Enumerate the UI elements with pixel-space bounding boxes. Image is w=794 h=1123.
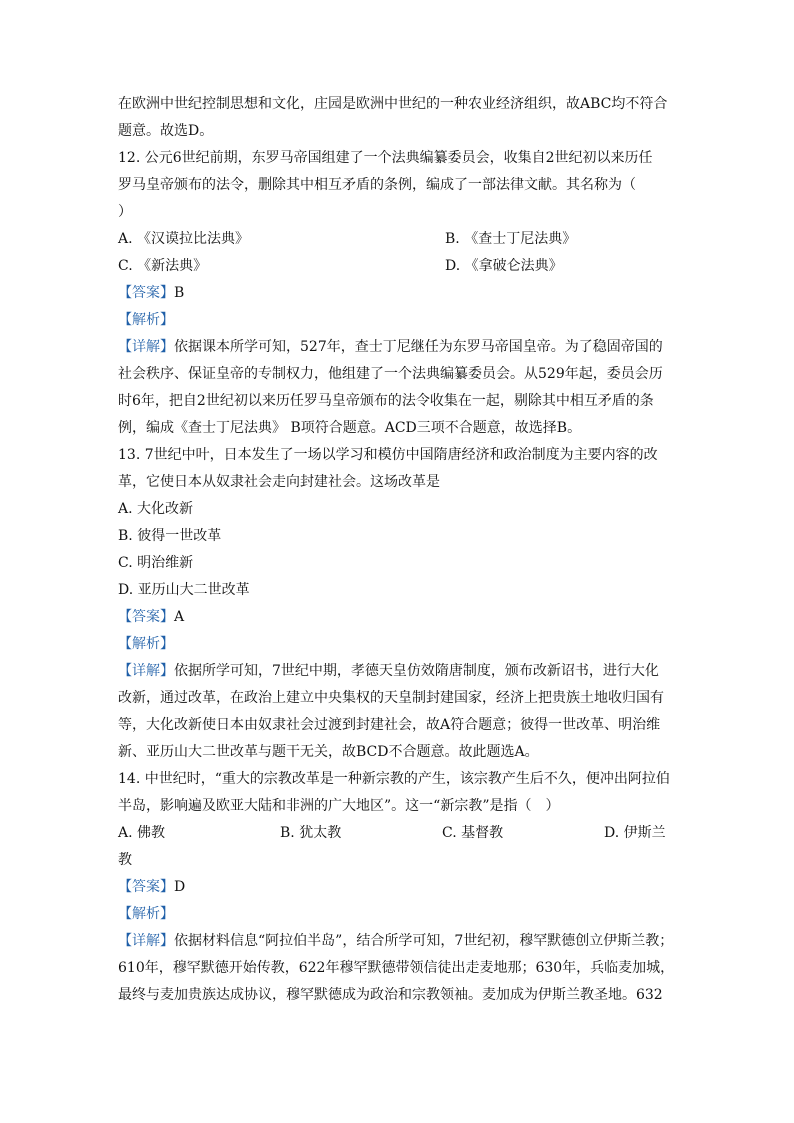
q12-detail-line-4: 例，编成《查士丁尼法典》 B项符合题意。ACD三项不合题意，故选择B。 bbox=[118, 420, 582, 436]
analysis-label: 【解析】 bbox=[118, 636, 174, 652]
q14-option-b: B. 犹太教 bbox=[280, 825, 342, 841]
q13-stem-line-1: 13. 7世纪中叶，日本发生了一场以学习和模仿中国隋唐经济和政治制度为主要内容的改 bbox=[118, 447, 658, 463]
q12-option-c: C. 《新法典》 bbox=[118, 258, 208, 274]
q14-answer-value: D bbox=[174, 879, 186, 895]
answer-label: 【答案】 bbox=[118, 285, 174, 301]
q14-detail-line-3: 最终与麦加贵族达成协议，穆罕默德成为政治和宗教领袖。麦加成为伊斯兰教圣地。632 bbox=[118, 987, 663, 1003]
q14-analysis bbox=[118, 901, 684, 928]
q13-detail-line-3: 等，大化改新使日本由奴隶社会过渡到封建社会，故A符合题意；彼得一世改革、明治维 bbox=[118, 717, 661, 733]
q14-option-d: D. 伊斯兰 bbox=[604, 825, 666, 841]
q12-option-a: A. 《汉谟拉比法典》 bbox=[118, 231, 250, 247]
detail-label: 【详解】 bbox=[118, 663, 174, 679]
q13-answer bbox=[118, 604, 684, 631]
q14-options-row bbox=[118, 820, 684, 847]
analysis-label: 【解析】 bbox=[118, 312, 174, 328]
q14-stem-line-1: 14. 中世纪时，“重大的宗教改革是一种新宗教的产生，该宗教产生后不久，便冲出阿拉伯 bbox=[118, 771, 670, 787]
q12-options-row-1 bbox=[118, 226, 684, 253]
q13-analysis bbox=[118, 631, 684, 658]
answer-label: 【答案】 bbox=[118, 609, 174, 625]
q13-option-a: A. 大化改新 bbox=[118, 501, 194, 517]
q13-option-d: D. 亚历山大二世改革 bbox=[118, 582, 250, 598]
q12-option-b: B. 《查士丁尼法典》 bbox=[445, 231, 577, 247]
q12-analysis bbox=[118, 307, 684, 334]
q14-detail-line-1 bbox=[118, 928, 684, 955]
q13-stem-line-2: 革，它使日本从奴隶社会走向封建社会。这场改革是 bbox=[118, 474, 440, 490]
q13-detail-line-1 bbox=[118, 658, 684, 685]
q12-stem-line-1: 12. 公元6世纪前期，东罗马帝国组建了一个法典编纂委员会，收集自2世纪初以来历任 bbox=[118, 150, 653, 166]
q14-answer bbox=[118, 874, 684, 901]
q12-option-d: D. 《拿破仑法典》 bbox=[445, 258, 563, 274]
q13-answer-value: A bbox=[174, 609, 185, 625]
q12-detail-line-3: 时6年，把自2世纪初以来历任罗马皇帝颁布的法令收集在一起，剔除其中相互矛盾的条 bbox=[118, 393, 654, 409]
q12-answer bbox=[118, 280, 684, 307]
q12-options-row-2 bbox=[118, 253, 684, 280]
answer-label: 【答案】 bbox=[118, 879, 174, 895]
q14-stem-line-2: 半岛，影响遍及欧亚大陆和非洲的广大地区”。这一“新宗教”是指（ ） bbox=[118, 798, 560, 814]
q14-detail-line-2: 610年，穆罕默德开始传教，622年穆罕默德带领信徒出走麦地那；630年，兵临麦加城， bbox=[118, 960, 675, 976]
q13-option-c: C. 明治维新 bbox=[118, 555, 194, 571]
q13-option-b: B. 彼得一世改革 bbox=[118, 528, 222, 544]
q14-option-a: A. 佛教 bbox=[118, 825, 166, 841]
q12-detail-line-2: 社会秩序、保证皇帝的专制权力，他组建了一个法典编纂委员会。从529年起，委员会历 bbox=[118, 366, 663, 382]
intro-line-1: 在欧洲中世纪控制思想和文化，庄园是欧洲中世纪的一种农业经济组织，故ABC均不符合 bbox=[118, 96, 668, 112]
q12-stem-line-2: 罗马皇帝颁布的法令，删除其中相互矛盾的条例，编成了一部法律文献。其名称为（ bbox=[118, 177, 636, 193]
q12-detail-text-1: 依据课本所学可知，527年，查士丁尼继任为东罗马帝国皇帝。为了稳固帝国的 bbox=[174, 339, 663, 355]
detail-label: 【详解】 bbox=[118, 933, 174, 949]
q14-detail-text-1: 依据材料信息“阿拉伯半岛”，结合所学可知，7世纪初，穆罕默德创立伊斯兰教； bbox=[174, 933, 674, 949]
q13-detail-line-2: 改新，通过改革，在政治上建立中央集权的天皇制封建国家，经济上把贵族土地收归国有 bbox=[118, 690, 664, 706]
q14-option-d-wrap: 教 bbox=[118, 852, 132, 868]
intro-line-2: 题意。故选D。 bbox=[118, 123, 214, 139]
q13-detail-text-1: 依据所学可知，7世纪中期，孝德天皇仿效隋唐制度，颁布改新诏书，进行大化 bbox=[174, 663, 659, 679]
q13-detail-line-4: 新、亚历山大二世改革与题干无关，故BCD不合题意。故此题选A。 bbox=[118, 744, 539, 760]
q12-stem-line-3: ） bbox=[118, 204, 132, 220]
analysis-label: 【解析】 bbox=[118, 906, 174, 922]
q12-detail-line-1 bbox=[118, 334, 684, 361]
detail-label: 【详解】 bbox=[118, 339, 174, 355]
q12-answer-value: B bbox=[174, 285, 185, 301]
document-page bbox=[118, 91, 684, 1009]
q14-option-c: C. 基督教 bbox=[442, 825, 504, 841]
